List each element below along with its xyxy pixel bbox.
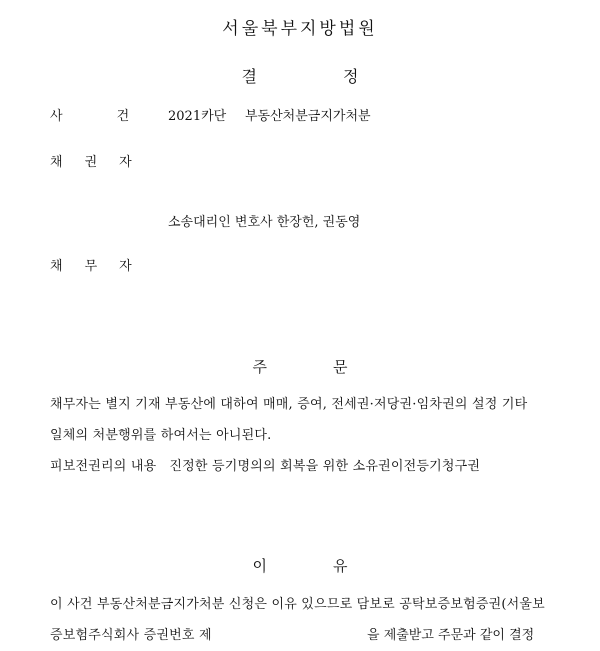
creditor-label-char-1: 채 (50, 155, 63, 170)
creditor-label-char-3: 자 (119, 155, 132, 170)
creditor-label-char-2: 권 (84, 155, 98, 170)
order-line-1: 채무자는 별지 기재 부동산에 대하여 매매, 증여, 전세권·저당권·임차권의 설정 기타 (50, 397, 528, 412)
case-name: 부동산처분금지가처분 (245, 109, 371, 124)
reason-line-2a: 증보험주식회사 증권번호 제 (50, 628, 212, 643)
document-title-char-1: 결 (241, 67, 257, 86)
document-title-char-2: 정 (343, 67, 359, 86)
reason-heading-char-1: 이 (252, 557, 267, 575)
creditor-agent: 소송대리인 변호사 한장헌, 권동영 (168, 215, 361, 230)
case-label (50, 105, 129, 124)
debtor-label (50, 255, 132, 274)
reason-heading-char-2: 유 (333, 557, 348, 575)
document-title (0, 64, 600, 87)
debtor-label-char-3: 자 (119, 259, 132, 274)
order-line-2: 일체의 처분행위를 하여서는 아니된다. (50, 428, 272, 443)
order-heading (0, 356, 600, 377)
reason-heading (0, 555, 600, 576)
court-name: 서울북부지방법원 (222, 19, 378, 39)
case-number: 2021카단 (168, 109, 227, 124)
order-line-3: 피보전권리의 내용 진정한 등기명의의 회복을 위한 소유권이전등기청구권 (50, 459, 481, 474)
order-heading-char-1: 주 (252, 358, 267, 376)
debtor-label-char-1: 채 (50, 259, 63, 274)
case-label-char-1: 사 (50, 109, 63, 124)
reason-line-1: 이 사건 부동산처분금지가처분 신청은 이유 있으므로 담보로 공탁보증보험증권(서울보 (50, 597, 545, 612)
case-label-char-2: 건 (116, 109, 130, 124)
debtor-label-char-2: 무 (84, 259, 98, 274)
creditor-label (50, 151, 132, 170)
reason-line-2b: 을 제출받고 주문과 같이 결정 (367, 628, 535, 643)
order-heading-char-2: 문 (333, 358, 348, 376)
